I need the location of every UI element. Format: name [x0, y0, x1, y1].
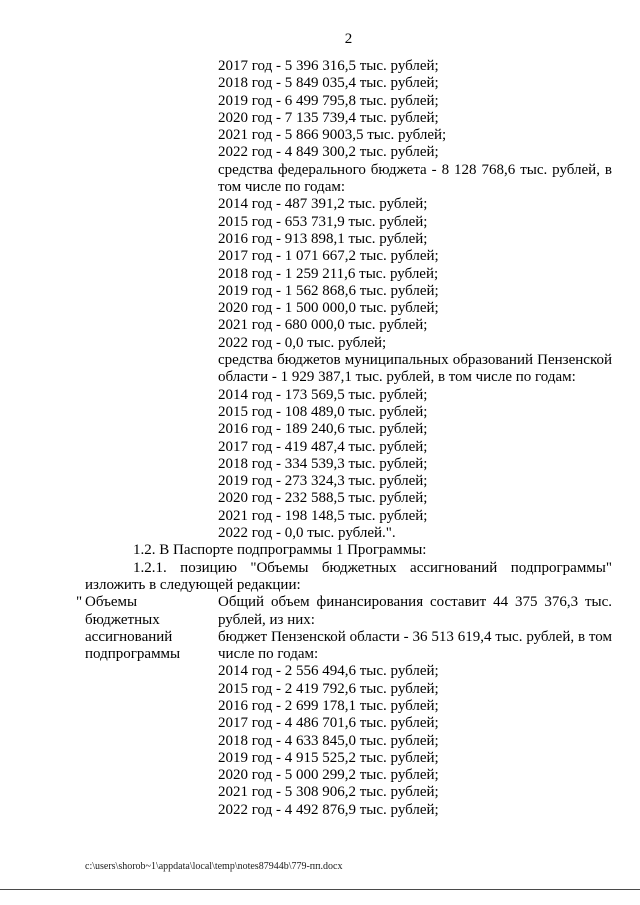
budget-continuation-block	[218, 58, 612, 542]
municipal-budget-intro: средства бюджетов муниципальных образований Пензенской области - 1 929 387,1 тыс. рублей, в том числе по годам:	[218, 352, 612, 386]
page-number: 2	[344, 31, 353, 47]
federal-budget-lines	[218, 196, 612, 352]
budget-line: 2022 год - 0,0 тыс. рублей.".	[218, 525, 396, 542]
passport-table-row	[76, 594, 612, 819]
budget-line: 2018 год - 4 633 845,0 тыс. рублей;	[218, 732, 439, 749]
budget-line: 2019 год - 4 915 525,2 тыс. рублей;	[218, 749, 439, 766]
regional-budget-lines	[218, 58, 612, 162]
budget-line: 2015 год - 2 419 792,6 тыс. рублей;	[218, 680, 439, 697]
clause-1-2-1-line1: 1.2.1. позицию "Объемы бюджетных ассигнований подпрограммы"	[133, 559, 612, 576]
text-area	[76, 58, 612, 819]
budget-line: 2020 год - 232 588,5 тыс. рублей;	[218, 490, 428, 507]
budget-line: 2019 год - 6 499 795,8 тыс. рублей;	[218, 92, 439, 109]
passport-year-lines	[218, 663, 612, 819]
budget-line: 2018 год - 5 849 035,4 тыс. рублей;	[218, 75, 439, 92]
budget-line: 2017 год - 4 486 701,6 тыс. рублей;	[218, 715, 439, 732]
budget-line: 2017 год - 1 071 667,2 тыс. рублей;	[218, 248, 439, 265]
budget-line: 2015 год - 108 489,0 тыс. рублей;	[218, 403, 428, 420]
budget-line: 2020 год - 1 500 000,0 тыс. рублей;	[218, 300, 439, 317]
federal-budget-intro: средства федерального бюджета - 8 128 768,6 тыс. рублей, в том числе по годам:	[218, 161, 612, 196]
budget-line: 2016 год - 2 699 178,1 тыс. рублей;	[218, 697, 439, 714]
budget-line: 2014 год - 487 391,2 тыс. рублей;	[218, 196, 428, 213]
budget-line: 2016 год - 913 898,1 тыс. рублей;	[218, 230, 428, 247]
budget-line: 2022 год - 0,0 тыс. рублей;	[218, 334, 387, 351]
budget-line: 2021 год - 198 148,5 тыс. рублей;	[218, 507, 428, 524]
budget-line: 2021 год - 680 000,0 тыс. рублей;	[218, 317, 428, 334]
footer-file-path: c:\users\shorob~1\appdata\local\temp\notes87944b\779-пп.docx	[85, 861, 343, 872]
budget-line: 2020 год - 5 000 299,2 тыс. рублей;	[218, 767, 439, 784]
budget-line: 2018 год - 1 259 211,6 тыс. рублей;	[218, 265, 439, 282]
budget-line: 2017 год - 5 396 316,5 тыс. рублей;	[218, 58, 439, 74]
budget-line: 2022 год - 4 492 876,9 тыс. рублей;	[218, 801, 439, 818]
regional-budget-intro: бюджет Пензенской области - 36 513 619,4 тыс. рублей, в том числе по годам:	[218, 628, 612, 663]
budget-line: 2022 год - 4 849 300,2 тыс. рублей;	[218, 144, 439, 161]
budget-line: 2019 год - 273 324,3 тыс. рублей;	[218, 473, 428, 490]
clause-1-2-1-line2: изложить в следующей редакции:	[85, 576, 301, 593]
budget-line: 2018 год - 334 539,3 тыс. рублей;	[218, 455, 428, 472]
opening-quote: "	[76, 594, 83, 611]
passport-row-label-cell	[76, 594, 218, 663]
budget-line: 2019 год - 1 562 868,6 тыс. рублей;	[218, 282, 439, 299]
budget-line: 2021 год - 5 308 906,2 тыс. рублей;	[218, 784, 439, 801]
total-financing-line: Общий объем финансирования составит 44 375 376,3 тыс. рублей, из них:	[218, 594, 612, 628]
passport-row-value-cell	[218, 594, 612, 819]
budget-line: 2020 год - 7 135 739,4 тыс. рублей;	[218, 109, 439, 126]
budget-line: 2014 год - 2 556 494,6 тыс. рублей;	[218, 663, 439, 680]
bottom-rule	[0, 889, 640, 890]
budget-line: 2016 год - 189 240,6 тыс. рублей;	[218, 421, 428, 438]
municipal-budget-lines	[218, 387, 612, 543]
clause-1-2: 1.2. В Паспорте подпрограммы 1 Программы:	[133, 542, 427, 559]
passport-row-label: Объемы бюджетных ассигнований подпрограммы	[85, 594, 181, 663]
budget-line: 2021 год - 5 866 9003,5 тыс. рублей;	[218, 127, 447, 144]
budget-line: 2014 год - 173 569,5 тыс. рублей;	[218, 386, 428, 403]
budget-line: 2017 год - 419 487,4 тыс. рублей;	[218, 438, 428, 455]
budget-line: 2015 год - 653 731,9 тыс. рублей;	[218, 213, 428, 230]
